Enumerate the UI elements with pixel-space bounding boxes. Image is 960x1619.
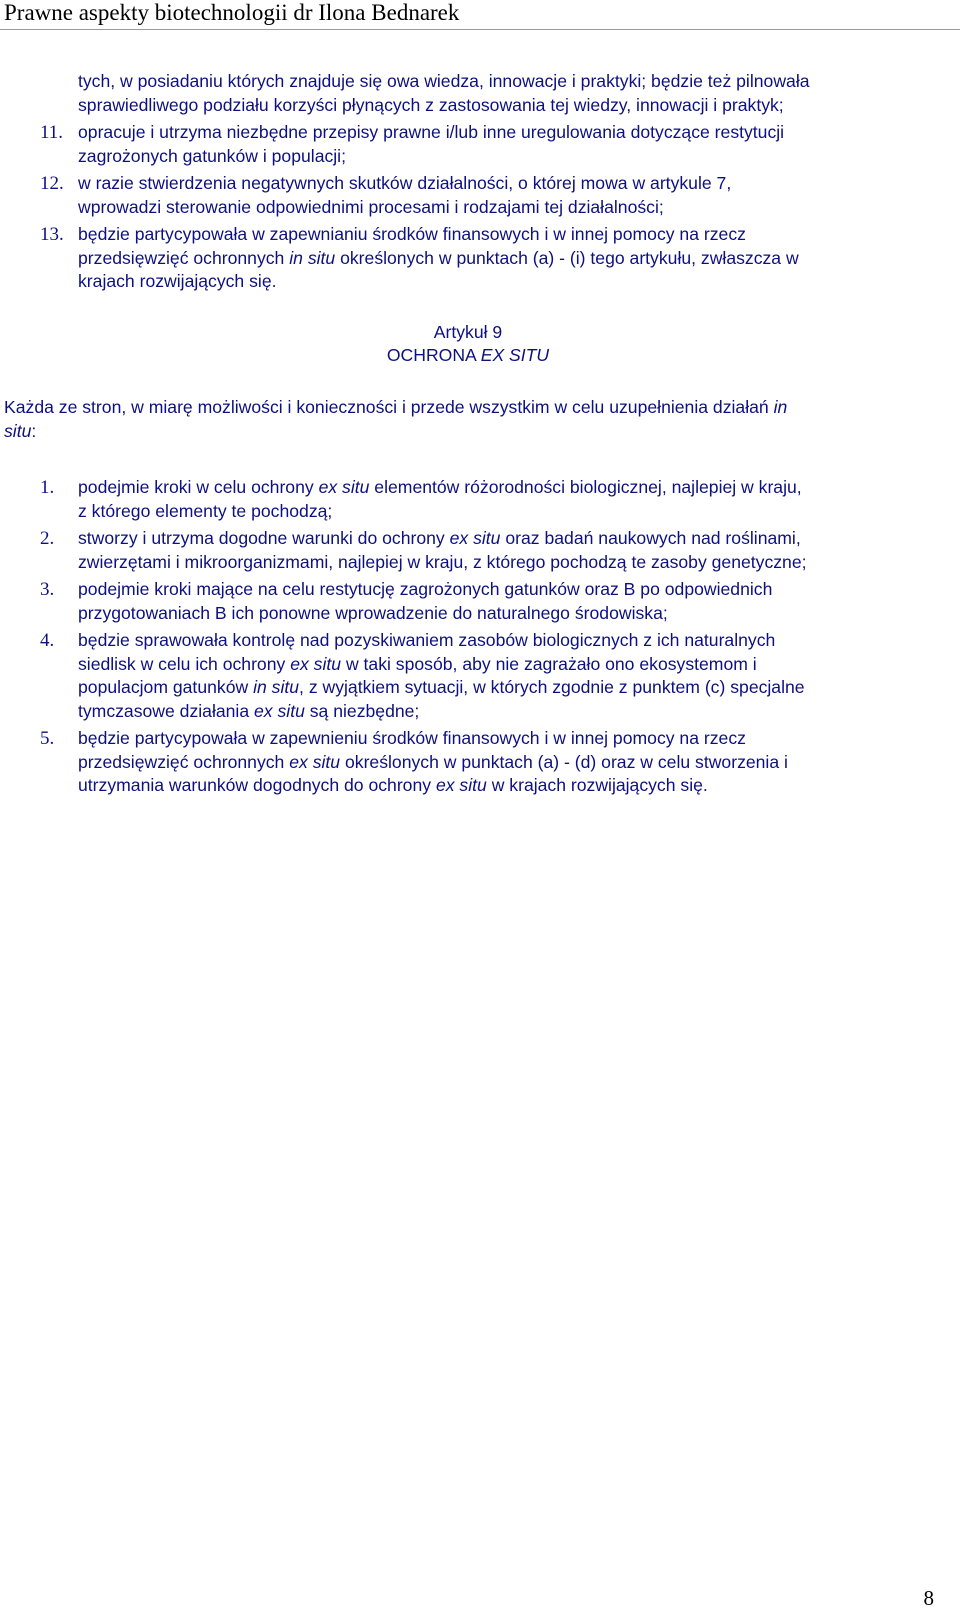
list-item-number: 13. (40, 224, 64, 245)
list-item-number: 12. (40, 173, 64, 194)
continuation-line: tych, w posiadaniu których znajduje się owa wiedza, innowacje i praktyki; będzie też pilnowała (78, 71, 810, 91)
list-item-number: 11. (40, 122, 64, 143)
list-item-text: podejmie kroki w celu ochrony ex situ elementów różorodności biologicznej, najlepiej w kraju, z którego elementy te pochodzą; (78, 477, 802, 521)
list-item-number: 4. (40, 630, 55, 651)
intro-text: Każda ze stron, w miarę możliwości i konieczności i przede wszystkim w celu uzupełnienia działań (4, 397, 774, 417)
intro-italic: situ (4, 420, 32, 441)
list-item-text: będzie sprawowała kontrolę nad pozyskiwaniem zasobów biologicznych z ich naturalnych siedlisk w celu ich ochrony ex situ w taki sposób, aby nie zagrażało ono ekosystemom i populacjom gatunków in situ, z wyjątkiem sytuacji, w których zgodnie z punktem (c) specjalne tymczasowe działania ex situ są niezbędne; (78, 630, 805, 721)
list-item-number: 2. (40, 528, 55, 549)
list-item-text: w razie stwierdzenia negatywnych skutków działalności, o której mowa w artykule 7, wprowadzi sterowanie odpowiednimi procesami i rodzajami tej działalności; (78, 173, 732, 217)
article-intro (4, 396, 954, 443)
list-item-text: stworzy i utrzyma dogodne warunki do ochrony ex situ oraz badań naukowych nad roślinami, zwierzętami i mikroorganizmami, najlepiej w kraju, z którego pochodzą te zasoby genetyczne; (78, 528, 807, 572)
list-item-text: opracuje i utrzyma niezbędne przepisy prawne i/lub inne uregulowania dotyczące restytucji zagrożonych gatunków i populacji; (78, 122, 785, 166)
page-number: 8 (923, 1586, 934, 1610)
article-title (0, 344, 936, 368)
list-item-number: 5. (40, 728, 55, 749)
page-header-title: Prawne aspekty biotechnologii dr Ilona Bednarek (4, 0, 460, 25)
continuation-line: sprawiedliwego podziału korzyści płynących z zastosowania tej wiedzy, innowacji i praktyk; (78, 94, 784, 115)
list-item-number: 1. (40, 477, 55, 498)
list-item-text: będzie partycypowała w zapewnianiu środków finansowych i w innej pomocy na rzecz przedsięwzięć ochronnych in situ określonych w punktach (a) - (i) tego artykułu, zwłaszcza w krajach rozwijających się. (78, 224, 799, 291)
intro-italic: in (773, 397, 788, 417)
article-title-prefix: OCHRONA (386, 345, 481, 365)
article-title-italic: EX SITU (480, 345, 550, 365)
header-divider (0, 29, 960, 30)
list-item-text: będzie partycypowała w zapewnieniu środków finansowych i w innej pomocy na rzecz przedsięwzięć ochronnych ex situ określonych w punktach (a) - (d) oraz w celu stworzenia i utrzymania warunków dogodnych do ochrony ex situ w krajach rozwijających się. (78, 728, 788, 795)
continuation-paragraph (78, 70, 958, 117)
article-heading: Artykuł 9 (433, 322, 503, 342)
list-item-text: podejmie kroki mające na celu restytucję zagrożonych gatunków oraz B po odpowiednich przygotowaniach B ich ponowne wprowadzenie do naturalnego środowiska; (78, 579, 773, 623)
list-item-number: 3. (40, 579, 55, 600)
intro-text: : (31, 420, 37, 441)
